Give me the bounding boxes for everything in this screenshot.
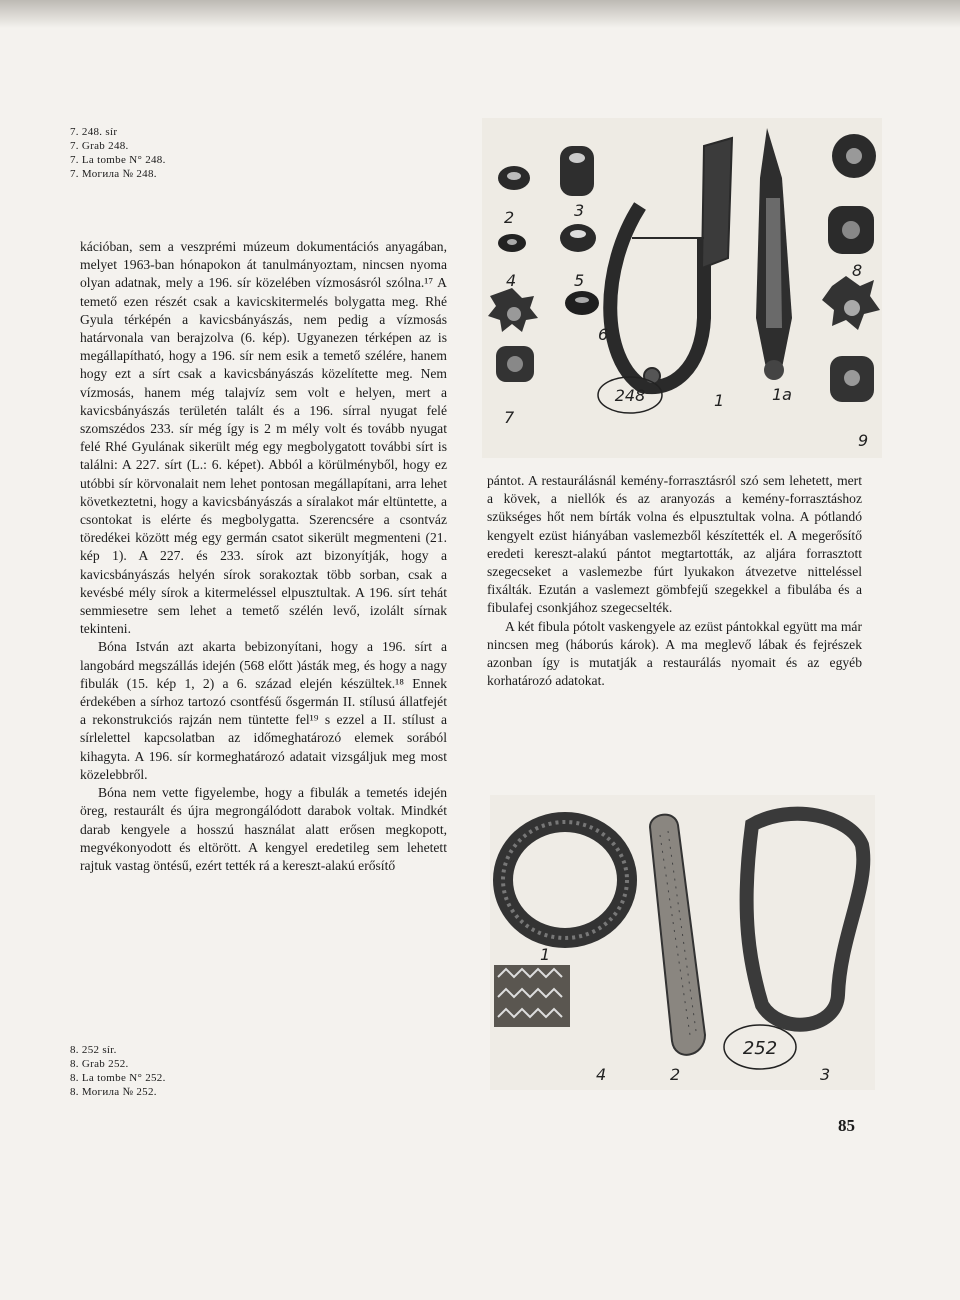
figure-label: 1 [714,391,725,410]
bead-2 [498,166,530,190]
caption-line: 7. La tombe N° 248. [70,154,166,166]
paragraph: A két fibula pótolt vaskengyele az ezüst pántokkal együtt ma már nincsen meg (háborús károk). A ma meglevő lábak és fejrészek azonban így is mutatják a restaurálás nyomait és az egyéb korhatározó adatokat. [487,618,862,689]
figure-label: 3 [820,1065,831,1084]
caption-line: 7. 248. sír [70,126,118,138]
figure-label: 4 [506,271,517,290]
figure-label: 4 [596,1065,607,1084]
grave-number-label: 252 [742,1038,778,1059]
caption-line: 8. La tombe N° 252. [70,1072,166,1084]
bead-3 [560,146,594,196]
caption-line: 8. Могила № 252. [70,1086,157,1098]
caption-line: 7. Grab 248. [70,140,129,152]
bead-4 [498,234,526,252]
figure-label: 3 [574,201,585,220]
caption-top [70,125,166,181]
caption-line: 8. Grab 252. [70,1058,129,1070]
grave-number-label: 248 [614,386,646,405]
page-number: 85 [838,1116,855,1135]
figure-label: 5 [574,271,585,290]
caption-line: 7. Могила № 248. [70,168,157,180]
figure-label: 1a [772,385,792,404]
paragraph: Bóna nem vette figyelembe, hogy a fibulák a temetés idején öreg, restaurált és újra megrongálódott darabok voltak. Mindkét darab kengyele a hosszú használat alatt erősen megkopott, megvékonyodott és eltörött. A kengyel eredetileg sem lehetett rajtuk vastag öntésű, ezért tették rá a kereszt-alakú erősítő [80,785,447,873]
figure-label: 7 [504,408,515,427]
figure-grave-252 [490,795,875,1090]
left-text-column [80,238,447,875]
figure-label: 2 [504,208,515,227]
paragraph: Bóna István azt akarta bebizonyítani, hogy a 196. sírt a langobárd megszállás idején (568 előtt )ásták meg, és hogy a nagy fibulák (15. kép 1, 2) a 6. század elején készültek.¹⁸ Ennek érdekében a sírhoz tartozó csontfésű ősgermán II. stílusú állatfejét a rekonstrukciós rajzán nem tüntette fel¹⁹ s ezzel a II. stílust a sírlelettel kapcsolatban az időmeghatározó elemek sorából kihagyta. A 196. sír kormeghatározó adatait vizsgáljuk meg most közelebbről. [80,639,447,782]
bead-7 [496,346,534,382]
caption-bottom [70,1043,166,1099]
scan-edge-shadow [0,0,960,28]
caption-line: 8. 252 sír. [70,1044,117,1056]
figure-label: 8 [852,261,863,280]
comb-fragment [494,965,570,1027]
bead-6 [565,291,599,315]
bead-5 [560,224,596,252]
paragraph: pántot. A restaurálásnál kemény-forrasztásról szó sem lehetett, mert a kövek, a niellók és az aranyozás a kemény-forrasztáshoz szükséges hőt nem bírták volna és elpusztultak volna. A pótlandó kengyelt ezüst hiányában vaslemezből készítették el. A megerősítő eredeti kereszt-alakú pántot megtartották, az aljára forrasztott szegecseket a vaslemezbe fúrt lyukakon átvezetve nitteléssel fixálták. Ezután a vaslemezt gömbfejű szegekkel a fibulába és a fibulafej csonkjához szegecselték. [487,473,862,616]
figure-label: 6 [598,325,609,344]
figure-grave-248 [482,118,882,458]
figure-label: 2 [670,1065,681,1084]
right-text-column [487,472,862,690]
figure-label: 1 [540,945,551,964]
paragraph: kációban, sem a veszprémi múzeum dokumentációs anyagában, melyet 1963-ban hónapokon át tanulmányoztam, nincsen nyoma olyan adatnak, mely a 196. sír közelében vízmosásról szólna.¹⁷ A temető ezen részét csak a kavicskitermelés bolygatta meg. Rhé Gyula térképén a kavicsbányászás, nem pedig a vízmosás határvonala van berajzolva (6. kép). Ugyanezen térképen az is megállapítható, hogy a 196. sír nem esik a temető szélére, hanem hogy ezt a sírt csak a kavicsbányászás közelítette meg. Nem vízmosás, hanem még talajvíz sem volt e helyen, mert a kavicsbányászás területén talált és a 196. sírral nyugat felé szomszédos 233. sír még így is 2 m mély volt és tovább nyugat felé Rhé Gyulának sikerült még egy megbolygatott további sírt is találni: A 227. sírt (L.: 6. képet). Abból a körülményből, hogy ez utóbbi sír körvonalait nem lehet pontosan megállapítani, arra lehet következtetni, hogy a kavicsbányászás a síralakot már eltüntette, a csontokat is elérte és megbolygatta. Szerencsére a csontváz töredékei között még egy germán csatot sikerült megmenteni (21. kép 1). A 227. és 233. sírok azt bizonyítják, hogy a kavicsbányászás helyén sírok sorakoztak több sorban, csak a kevésbé mély sírok a kitermeléssel elpusztultak. A 196. sírt tehát semmiesetre sem lehet a temető szélén levő, izolált sírnak tekinteni. [80,239,447,637]
figure-label: 9 [858,431,869,450]
